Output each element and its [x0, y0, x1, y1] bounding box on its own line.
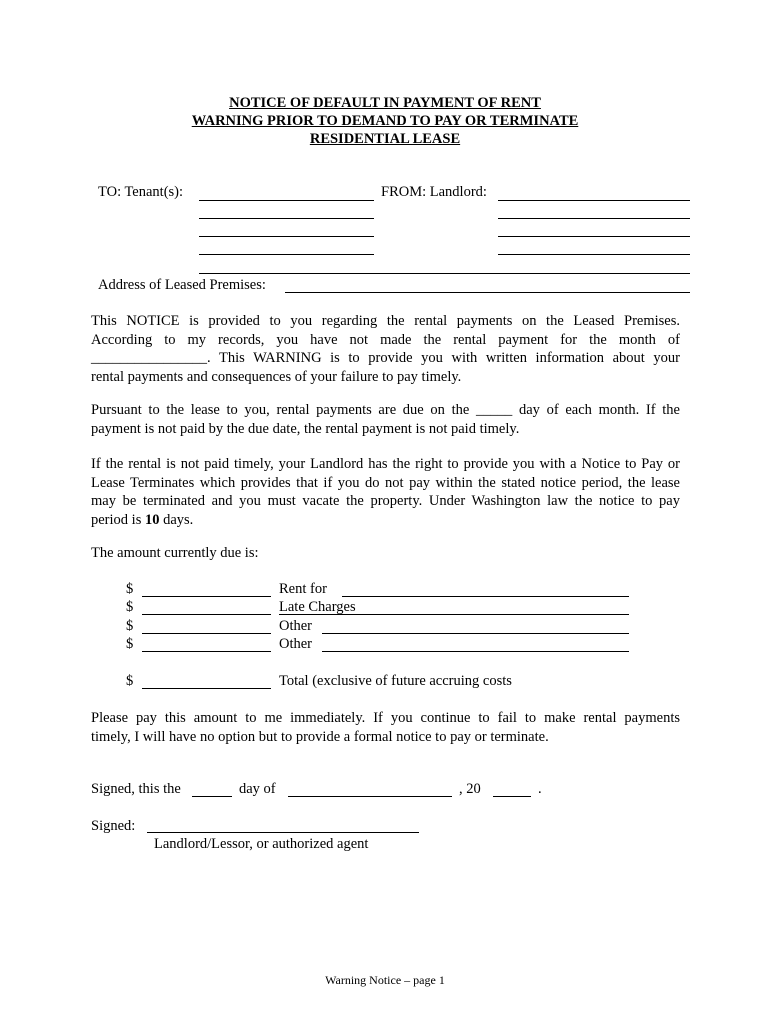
- para4-line-2: timely, I will have no option but to provide a formal notice to pay or terminate.: [91, 728, 549, 745]
- paragraph-due-date: [91, 401, 680, 438]
- address-line[interactable]: [285, 292, 690, 293]
- para4-line-1: Please pay this amount to me immediately. If you continue to fail to make rental payments: [91, 710, 680, 726]
- amount-rent-line[interactable]: [142, 596, 271, 597]
- paragraph-rights: [91, 455, 680, 529]
- signed-month-line[interactable]: [288, 796, 452, 797]
- currency-symbol: $: [126, 618, 134, 634]
- address-line-upper[interactable]: [199, 273, 690, 274]
- rent-for-line[interactable]: [342, 596, 629, 597]
- row-label-late: Late Charges: [279, 599, 356, 615]
- tenant-line-3[interactable]: [199, 236, 374, 237]
- tenant-line-4[interactable]: [199, 254, 374, 255]
- landlord-line-1[interactable]: [498, 200, 690, 201]
- para2-line-2: payment is not paid by the due date, the rental payment is not paid timely.: [91, 420, 520, 437]
- to-tenant-label: TO: Tenant(s):: [98, 184, 184, 200]
- signer-caption: Landlord/Lessor, or authorized agent: [154, 836, 369, 852]
- address-label: Address of Leased Premises:: [98, 277, 266, 293]
- title-line-1: NOTICE OF DEFAULT IN PAYMENT OF RENT: [229, 95, 541, 111]
- paragraph-pay-now: [91, 709, 680, 746]
- para3-line-2: Lease Terminates which provides that if you do not pay within the stated notice period, the lease: [91, 474, 680, 491]
- para1-line-3: ________________. This WARNING is to provide you with written information about your: [91, 350, 680, 366]
- currency-symbol: $: [126, 581, 134, 597]
- amount-total-line[interactable]: [142, 688, 271, 689]
- landlord-line-4[interactable]: [498, 254, 690, 255]
- title-line-3: RESIDENTIAL LEASE: [309, 131, 461, 147]
- late-charges-line[interactable]: [279, 614, 629, 615]
- signature-line[interactable]: [147, 832, 419, 833]
- para1-line-1: This NOTICE is provided to you regarding the rental payments on the Leased Premises.: [91, 313, 680, 329]
- date-period: .: [538, 781, 542, 797]
- currency-symbol: $: [126, 673, 134, 689]
- page-footer: Warning Notice – page 1: [325, 973, 445, 987]
- tenant-line-2[interactable]: [199, 218, 374, 219]
- para1-line-2: According to my records, you have not made the rental payment for the month of: [91, 331, 680, 348]
- currency-symbol: $: [126, 636, 134, 652]
- landlord-line-2[interactable]: [498, 218, 690, 219]
- row-label-other-1: Other: [279, 618, 313, 634]
- from-landlord-label: FROM: Landlord:: [381, 184, 487, 200]
- signed-this-label: Signed, this the: [91, 781, 181, 797]
- day-of-label: day of: [239, 781, 276, 797]
- para3-line-4: period is 10 days.: [91, 511, 194, 528]
- para3-line-1: If the rental is not paid timely, your Landlord has the right to provide you with a Notice to Pay or: [91, 456, 680, 472]
- para3-line-3: may be terminated and you must vacate the property. Under Washington law the notice to pay: [91, 493, 680, 509]
- amount-intro: The amount currently due is:: [91, 545, 259, 561]
- para2-line-1: Pursuant to the lease to you, rental payments are due on the _____ day of each month. If the: [91, 402, 680, 418]
- paragraph-notice: [91, 312, 680, 386]
- amount-late-line[interactable]: [142, 614, 271, 615]
- total-label: Total (exclusive of future accruing costs: [279, 673, 512, 689]
- para1-line-4: rental payments and consequences of your failure to pay timely.: [91, 368, 462, 385]
- other-desc-line-1[interactable]: [322, 633, 629, 634]
- currency-symbol: $: [126, 599, 134, 615]
- year-prefix: , 20: [459, 781, 481, 797]
- notice-days: 10: [144, 511, 160, 528]
- tenant-line-1[interactable]: [199, 200, 374, 201]
- other-desc-line-2[interactable]: [322, 651, 629, 652]
- signed-year-line[interactable]: [493, 796, 531, 797]
- amount-other-line-1[interactable]: [142, 633, 271, 634]
- landlord-line-3[interactable]: [498, 236, 690, 237]
- title-line-2: WARNING PRIOR TO DEMAND TO PAY OR TERMINATE: [191, 113, 579, 129]
- signed-label: Signed:: [91, 818, 136, 834]
- amount-other-line-2[interactable]: [142, 651, 271, 652]
- row-label-rent: Rent for: [279, 581, 327, 597]
- row-label-other-2: Other: [279, 636, 313, 652]
- signed-day-line[interactable]: [192, 796, 232, 797]
